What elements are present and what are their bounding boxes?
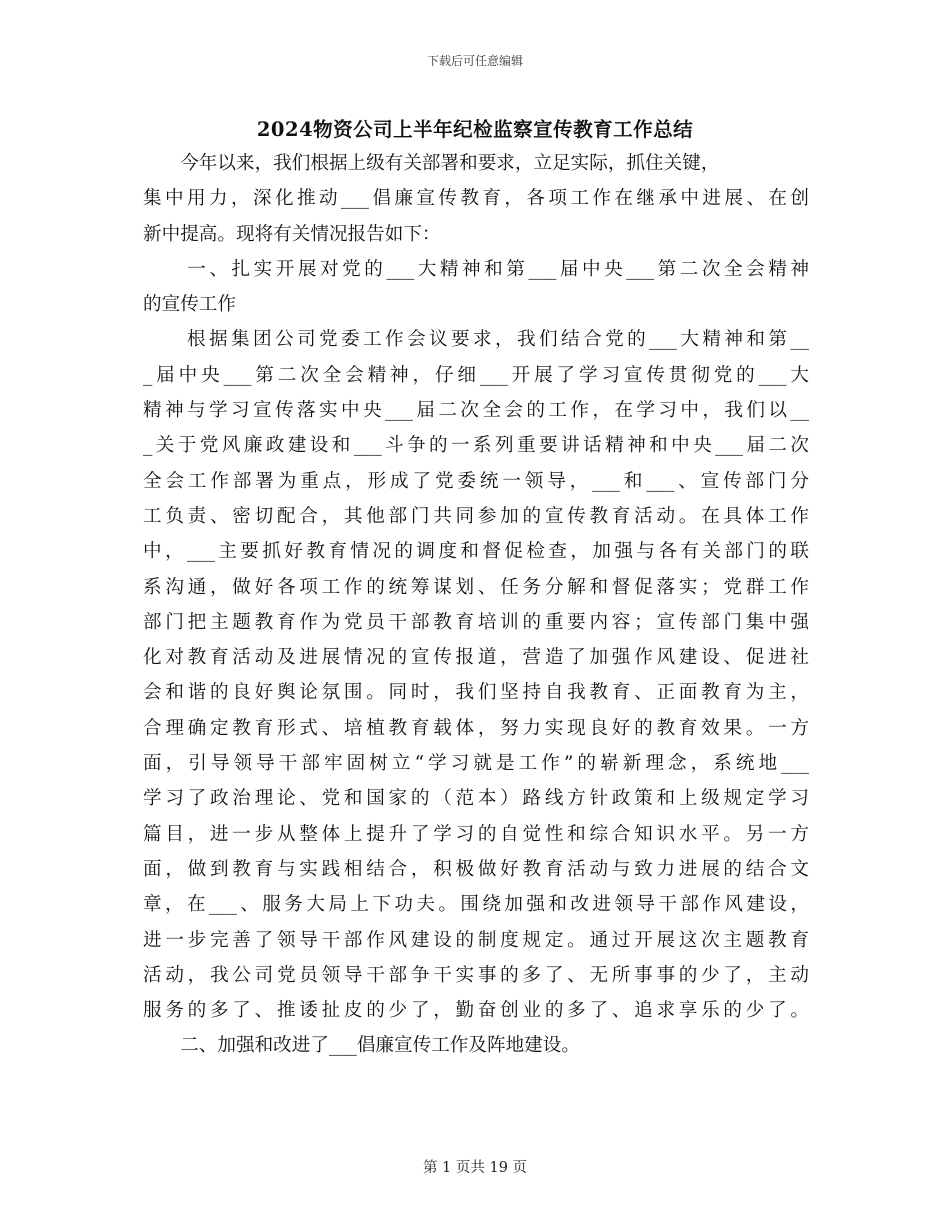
text-line: 学习了政治理论、党和国家的（范本）路线方针政策和上级规定学习: [143, 788, 809, 810]
text-line: 会和谐的良好舆论氛围。同时，我们坚持自我教育、正面教育为主，: [143, 682, 809, 704]
text-line: _届中央___第二次全会精神，仔细___开展了学习宣传贯彻党的___大: [143, 364, 809, 386]
document-title: 2024物资公司上半年纪检监察宣传教育工作总结: [256, 118, 694, 141]
text-line: 根据集团公司党委工作会议要求，我们结合党的___大精神和第__: [143, 329, 809, 351]
text-line: 新中提高。现将有关情况报告如下：: [143, 223, 441, 245]
text-line: 合理确定教育形式、培植教育载体，努力实现良好的教育效果。一方: [143, 717, 809, 739]
text-line: 今年以来，我们根据上级有关部署和要求，立足实际，抓住关键，: [143, 153, 720, 174]
text-line: 部门把主题教育作为党员干部教育培训的重要内容；宣传部门集中强: [143, 611, 809, 633]
text-line: 中，___主要抓好教育情况的调度和督促检查，加强与各有关部门的联: [143, 541, 809, 563]
text-line: 集中用力，深化推动___倡廉宣传教育，各项工作在继承中进展、在创: [143, 188, 809, 210]
text-line: 篇目，进一步从整体上提升了学习的自觉性和综合知识水平。另一方: [143, 823, 809, 845]
text-line: 的宣传工作: [143, 294, 236, 316]
text-line: 服务的多了、推诿扯皮的少了，勤奋创业的多了、追求享乐的少了。: [143, 1000, 809, 1022]
text-line: 精神与学习宣传落实中央___届二次全会的工作，在学习中，我们以__: [143, 400, 809, 422]
text-line: _关于党风廉政建设和___斗争的一系列重要讲话精神和中央___届二次: [143, 435, 809, 457]
text-line: 化对教育活动及进展情况的宣传报道，营造了加强作风建设、促进社: [143, 647, 809, 669]
text-line: 系沟通，做好各项工作的统筹谋划、任务分解和督促落实；党群工作: [143, 576, 809, 598]
header-note: 下载后可任意编辑: [426, 54, 523, 68]
page-number: 第 1 页共 19 页: [422, 1160, 528, 1176]
document-body: [143, 146, 809, 1064]
text-line: 工负责、密切配合，其他部门共同参加的宣传教育活动。在具体工作: [143, 505, 809, 527]
text-line: 二、加强和改进了___倡廉宣传工作及阵地建设。: [143, 1035, 580, 1057]
text-line: 进一步完善了领导干部作风建设的制度规定。通过开展这次主题教育: [143, 929, 809, 951]
text-line: 面，做到教育与实践相结合，积极做好教育活动与致力进展的结合文: [143, 858, 809, 880]
text-line: 活动，我公司党员领导干部争干实事的多了、无所事事的少了，主动: [143, 964, 809, 986]
text-line: 章，在___、服务大局上下功夫。围绕加强和改进领导干部作风建设，: [143, 894, 809, 916]
text-line: 面，引导领导干部牢固树立“学习就是工作”的崭新理念，系统地___: [143, 753, 809, 775]
text-line: 一、扎实开展对党的___大精神和第___届中央___第二次全会精神: [143, 258, 809, 280]
text-line: 全会工作部署为重点，形成了党委统一领导，___和___、宣传部门分: [143, 470, 809, 492]
